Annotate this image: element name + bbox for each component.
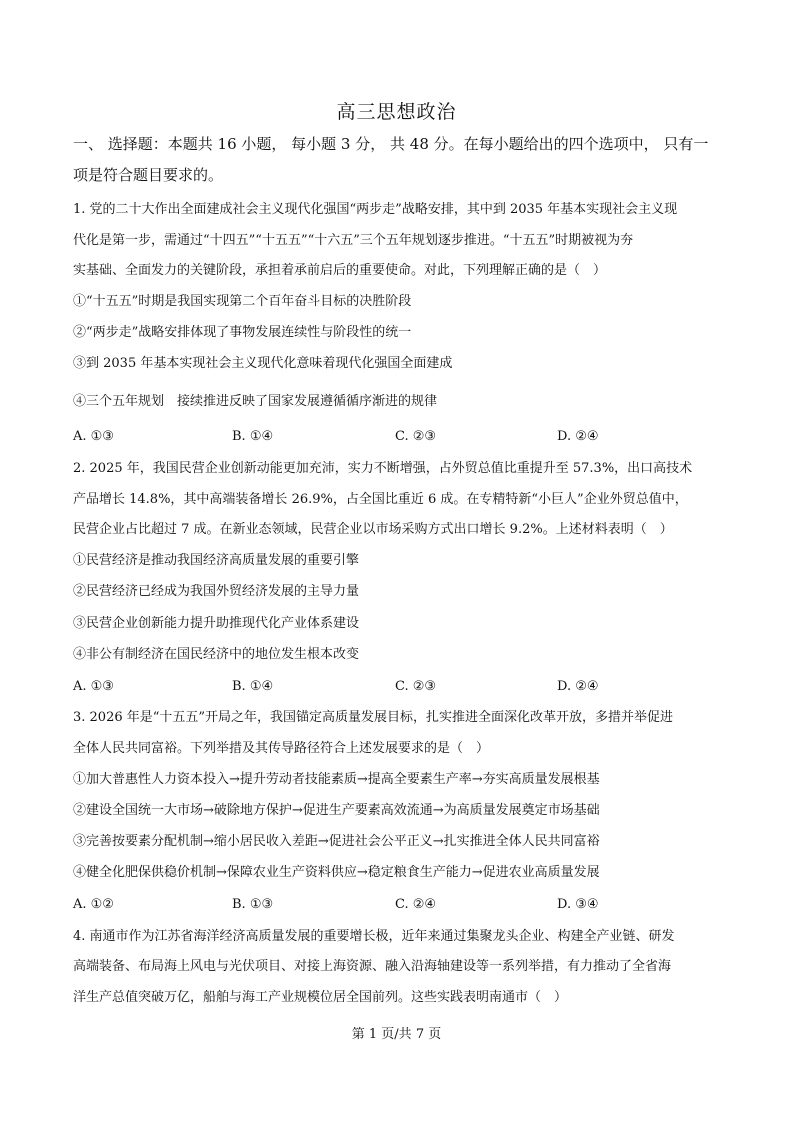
question-stem-line: 民营企业占比超过 7 成。在新业态领域，民营企业以市场采购方式出口增长 9.2%。上述材料表明（ ） bbox=[73, 522, 673, 537]
option-b: B. ①④ bbox=[232, 429, 274, 444]
statement-item: ①加大普惠性人力资本投入→提升劳动者技能素质→提高全要素生产率→夯实高质量发展根基 bbox=[73, 772, 600, 787]
option-c: C. ②④ bbox=[395, 897, 437, 912]
statement-item: ④健全化肥保供稳价机制→保障农业生产资料供应→稳定粮食生产能力→促进农业高质量发展 bbox=[73, 865, 600, 880]
question-stem-line: 实基础、全面发力的关键阶段，承担着承前启后的重要使命。对此，下列理解正确的是（ ） bbox=[73, 263, 607, 278]
statement-item: ②建设全国统一大市场→破除地方保护→促进生产要素高效流通→为高质量发展奠定市场基础 bbox=[73, 803, 600, 818]
statement-item: ①“十五五”时期是我国实现第二个百年奋斗目标的决胜阶段 bbox=[73, 294, 412, 309]
question-stem-line: 4. 南通市作为江苏省海洋经济高质量发展的重要增长极，近年来通过集聚龙头企业、构建全产业链、研发 bbox=[73, 929, 675, 944]
section-heading: 一、 选择题：本题共 16 小题， 每小题 3 分， 共 48 分。在每小题给出的四个选项中， 只有一 bbox=[73, 135, 709, 153]
question-stem-line: 高端装备、布局海上风电与光伏项目、对接上海资源、融入沿海轴建设等一系列举措，有力推动了全省海 bbox=[73, 959, 672, 974]
option-a: A. ①③ bbox=[73, 429, 114, 444]
question-stem-line: 3. 2026 年是“十五五”开局之年，我国锚定高质量发展目标，扎实推进全面深化改革开放，多措并举促进 bbox=[73, 710, 674, 725]
question-stem-line: 全体人民共同富裕。下列举措及其传导路径符合上述发展要求的是（ ） bbox=[73, 741, 490, 756]
question-stem-line: 2. 2025 年，我国民营企业创新动能更加充沛，实力不断增强，占外贸总值比重提升至 57.3%，出口高技术 bbox=[73, 461, 693, 476]
option-c: C. ②③ bbox=[395, 679, 437, 694]
question-stem-line: 洋生产总值突破万亿，船舶与海工产业规模位居全国前列。这些实践表明南通市（ ） bbox=[73, 990, 568, 1005]
section-heading-cont: 项是符合题目要求的。 bbox=[73, 166, 224, 184]
option-d: D. ②④ bbox=[557, 679, 599, 694]
question-stem-line: 代化是第一步，需通过“十四五”“十五五”“十六五”三个五年规划逐步推进。“十五五”时期被视为夯 bbox=[73, 233, 634, 248]
option-b: B. ①③ bbox=[232, 897, 274, 912]
option-d: D. ③④ bbox=[557, 897, 599, 912]
statement-item: ④非公有制经济在国民经济中的地位发生根本改变 bbox=[73, 647, 360, 662]
page-footer: 第 1 页/共 7 页 bbox=[351, 1027, 442, 1042]
statement-item: ③到 2035 年基本实现社会主义现代化意味着现代化强国全面建成 bbox=[73, 356, 453, 371]
page-title: 高三思想政治 bbox=[336, 101, 457, 123]
statement-item: ③完善按要素分配机制→缩小居民收入差距→促进社会公平正义→扎实推进全体人民共同富裕 bbox=[73, 834, 600, 849]
option-c: C. ②③ bbox=[395, 429, 437, 444]
option-d: D. ②④ bbox=[557, 429, 599, 444]
question-stem-line: 1. 党的二十大作出全面建成社会主义现代化强国“两步走”战略安排，其中到 2035 年基本实现社会主义现 bbox=[73, 202, 678, 217]
option-b: B. ①④ bbox=[232, 679, 274, 694]
statement-item: ④三个五年规划 接续推进反映了国家发展遵循循序渐进的规律 bbox=[73, 394, 438, 409]
option-a: A. ①② bbox=[73, 897, 114, 912]
statement-item: ②民营经济已经成为我国外贸经济发展的主导力量 bbox=[73, 584, 360, 599]
statement-item: ③民营企业创新能力提升助推现代化产业体系建设 bbox=[73, 616, 360, 631]
statement-item: ②“两步走”战略安排体现了事物发展连续性与阶段性的统一 bbox=[73, 325, 412, 340]
statement-item: ①民营经济是推动我国经济高质量发展的重要引擎 bbox=[73, 553, 360, 568]
option-a: A. ①③ bbox=[73, 679, 114, 694]
question-stem-line: 产品增长 14.8%，其中高端装备增长 26.9%，占全国比重近 6 成。在专精特新“小巨人”企业外贸总值中， bbox=[73, 492, 688, 507]
